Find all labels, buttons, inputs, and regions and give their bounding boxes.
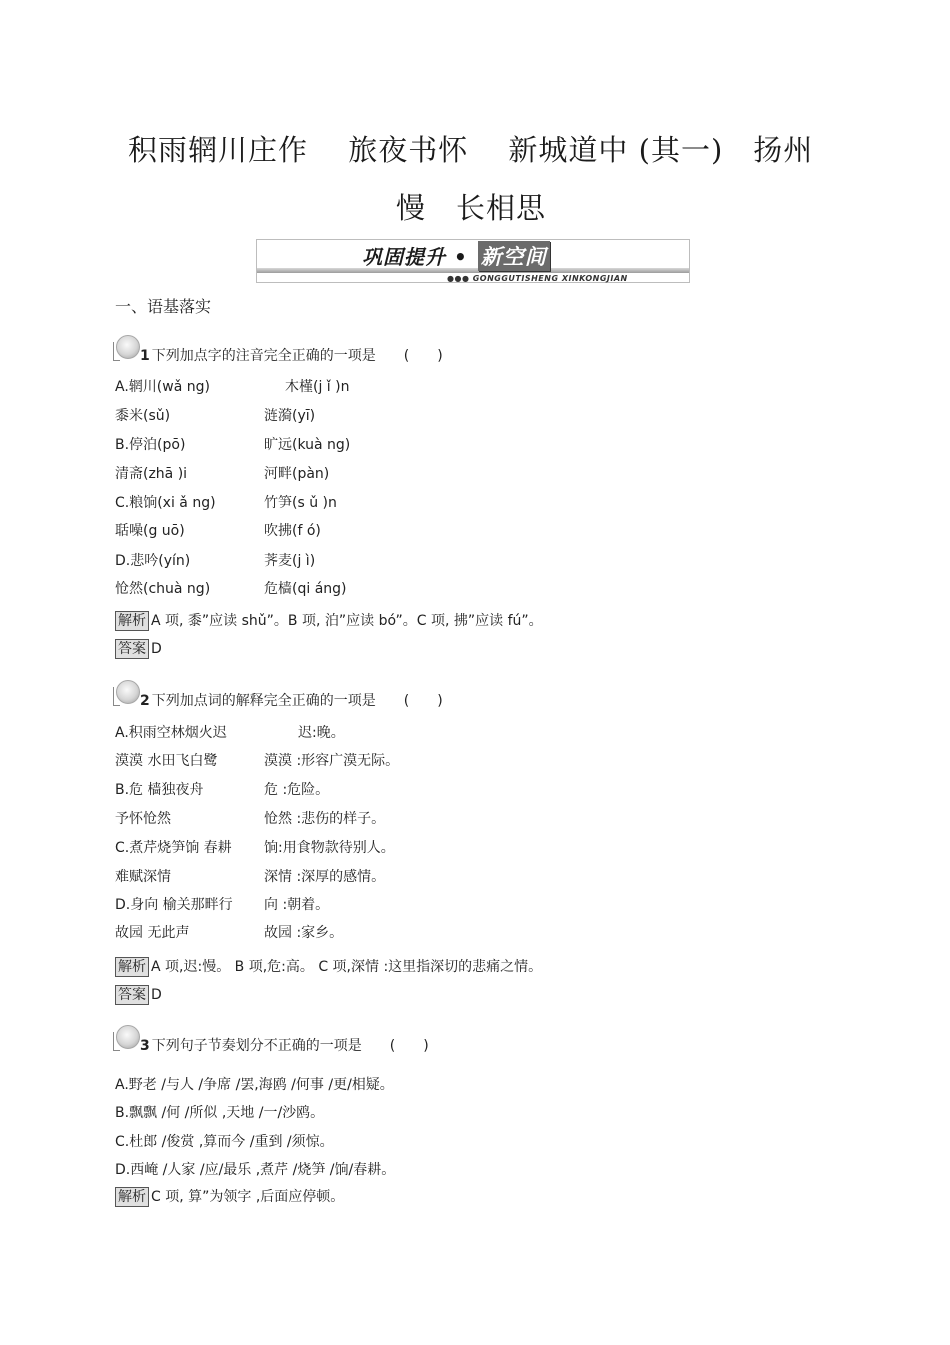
- question-number: 1: [140, 348, 150, 364]
- q2-option-left: 难赋深情: [115, 869, 171, 885]
- q1-option-left: 黍米(sǔ): [115, 408, 171, 424]
- q3-option: C.杜郎 /俊赏 ,算而今 /重到 /须惊。: [115, 1134, 334, 1150]
- q1-option-left: 清斋(zhā )i: [115, 466, 188, 482]
- q2-option-left: B.危 樯独夜舟: [115, 782, 204, 798]
- question-text: 下列句子节奏划分不正确的一项是 ( ): [151, 1038, 429, 1054]
- q1-option-left: 聒噪(g uō): [115, 523, 185, 539]
- explanation-tag: 解析: [115, 957, 149, 977]
- banner: [256, 239, 690, 283]
- explanation-tag: 解析: [115, 611, 149, 631]
- q2-option-left: 故园 无此声: [115, 925, 190, 941]
- q1-option-right: 河畔(pàn): [264, 466, 330, 482]
- explanation-text: A 项,迟:慢。 B 项,危:高。 C 项,深情 :这里指深切的悲痛之情。: [151, 959, 543, 975]
- q2-option-right: 饷:用食物款待别人。: [264, 840, 395, 856]
- question-circle-icon: [116, 335, 140, 359]
- q1-option-left: D.悲吟(yín): [115, 553, 191, 569]
- banner-dot: •: [453, 245, 468, 269]
- question-text: 下列加点字的注音完全正确的一项是 ( ): [151, 348, 443, 364]
- q1-option-right: 旷远(kuà ng): [264, 437, 351, 453]
- q3-option: D.西崦 /人家 /应/最乐 ,煮芹 /烧笋 /饷/春耕。: [115, 1162, 396, 1178]
- question-circle-icon: [116, 1025, 140, 1049]
- q2-option-left: 予怀怆然: [115, 811, 171, 827]
- question-1-stem: [140, 345, 443, 365]
- q2-explanation: [115, 956, 542, 977]
- banner-main-text: 巩固提升: [362, 245, 446, 269]
- q2-option-right: 漠漠 :形容广漠无际。: [264, 753, 400, 769]
- question-3-stem: [140, 1035, 429, 1055]
- q3-explanation: [115, 1186, 344, 1207]
- q2-option-right: 危 :危险。: [264, 782, 330, 798]
- section-title: 一、语基落实: [115, 297, 212, 316]
- answer-value: D: [151, 987, 162, 1003]
- q2-option-left: D.身向 榆关那畔行: [115, 897, 233, 913]
- q1-answer: [115, 639, 162, 659]
- q2-option-left: A.积雨空林烟火迟: [115, 725, 227, 741]
- q1-option-right: 荠麦(j ì): [264, 553, 316, 569]
- q1-option-left: B.停泊(pō): [115, 437, 186, 453]
- q2-option-right: 深情 :深厚的感情。: [264, 869, 386, 885]
- explanation-text: A 项, 黍”应读 shǔ”。B 项, 泊”应读 bó”。C 项, 拂”应读 fú”。: [151, 613, 543, 629]
- q2-option-right: 怆然 :悲伤的样子。: [264, 811, 386, 827]
- q2-answer: [115, 985, 162, 1005]
- q1-explanation: [115, 610, 543, 631]
- q1-option-right: 涟漪(yī): [264, 408, 316, 424]
- question-number: 2: [140, 693, 150, 709]
- q2-option-right: 故园 :家乡。: [264, 925, 344, 941]
- explanation-text: C 项, 算”为领字 ,后面应停顿。: [151, 1189, 345, 1205]
- answer-value: D: [151, 641, 162, 657]
- q3-option: B.飘飘 /何 /所似 ,天地 /一/沙鸥。: [115, 1105, 325, 1121]
- answer-tag: 答案: [115, 985, 149, 1005]
- question-circle-icon: [116, 680, 140, 704]
- q1-option-right: 竹笋(s ǔ )n: [264, 495, 337, 511]
- q2-option-right: 向 :朝着。: [264, 897, 330, 913]
- q1-option-left: 怆然(chuà ng): [115, 581, 211, 597]
- explanation-tag: 解析: [115, 1187, 149, 1207]
- q1-option-left: C.粮饷(xi ǎ ng): [115, 495, 216, 511]
- answer-tag: 答案: [115, 639, 149, 659]
- question-number: 3: [140, 1038, 150, 1054]
- page-title-line1: 积雨辋川庄作 旅夜书怀 新城道中 (其一) 扬州: [128, 133, 814, 167]
- q2-option-right: 迟:晚。: [298, 725, 345, 741]
- q2-option-left: 漠漠 水田飞白鹭: [115, 753, 218, 769]
- question-text: 下列加点词的解释完全正确的一项是 ( ): [151, 693, 443, 709]
- q1-option-left: A.辋川(wǎ ng): [115, 379, 210, 395]
- banner-subtitle: ●●● GONGGUTISHENG XINKONGJIAN: [447, 274, 628, 283]
- banner-highlight: 新空间: [478, 241, 550, 271]
- question-2-stem: [140, 690, 443, 710]
- q3-option: A.野老 /与人 /争席 /罢,海鸥 /何事 /更/相疑。: [115, 1077, 394, 1093]
- q1-option-right: 木槿(j ǐ )n: [285, 379, 350, 395]
- page-title-line2: 慢 长相思: [396, 191, 547, 225]
- q1-option-right: 吹拂(f ó): [264, 523, 321, 539]
- q2-option-left: C.煮芹烧笋饷 春耕: [115, 840, 232, 856]
- banner-main: [362, 241, 550, 271]
- q1-option-right: 危樯(qi áng): [264, 581, 347, 597]
